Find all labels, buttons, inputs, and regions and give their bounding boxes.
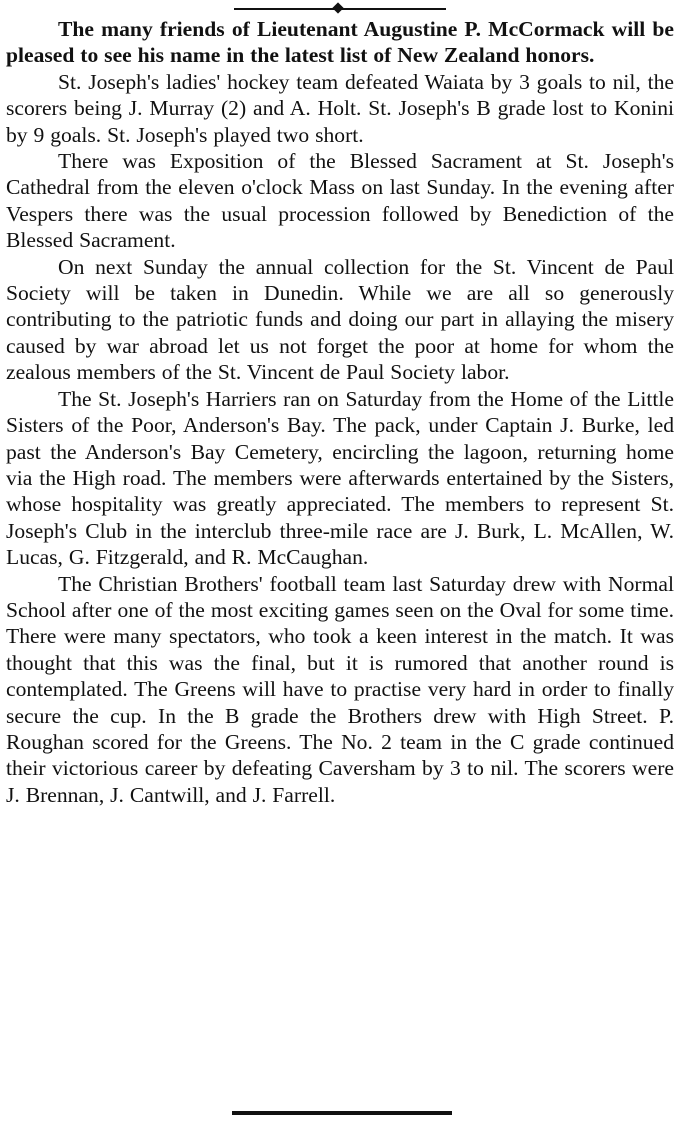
news-article xyxy=(6,16,674,808)
paragraph-hockey-results: St. Joseph's ladies' hockey team defeated Waiata by 3 goals to nil, the scorers being J. Murray (2) and A. Holt. St. Joseph's B grade lost to Konini by 9 goals. St. Joseph's played two short. xyxy=(6,69,674,147)
paragraph-brothers-football: The Christian Brothers' football team last Saturday drew with Normal School after one of the most exciting games seen on the Oval for some time. There were many spectators, who took a keen interest in the match. It was thought that this was the final, but it is rumored that another round is contemplated. The Greens will have to practise very hard in order to finally secure the cup. In the B grade the Brothers drew with High Street. P. Roughan scored for the Greens. The No. 2 team in the C grade continued their victorious career by defeating Caversham by 3 to nil. The scorers were J. Brennan, J. Cantwill, and J. Farrell. xyxy=(6,571,674,807)
top-ornament-rule xyxy=(234,4,446,14)
paragraph-st-vincent-collection: On next Sunday the annual collection for the St. Vincent de Paul Society will be taken in Dunedin. While we are all so generously contributing to the patriotic funds and doing our part in allaying the misery caused by war abroad let us not forget the poor at home for whom the zealous members of the St. Vincent de Paul Society labor. xyxy=(6,254,674,385)
paragraph-harriers-run: The St. Joseph's Harriers ran on Saturday from the Home of the Little Sisters of the Poor, Anderson's Bay. The pack, under Captain J. Burke, led past the Anderson's Bay Cemetery, encircling the lagoon, returning home via the High road. The members were afterwards entertained by the Sisters, whose hospitality was greatly appreciated. The members to represent St. Joseph's Club in the interclub three-mile race are J. Burk, L. McAllen, W. Lucas, G. Fitzgerald, and R. McCaughan. xyxy=(6,386,674,570)
diamond-ornament-icon xyxy=(332,2,343,13)
paragraph-mccormack-honors: The many friends of Lieutenant Augustine P. McCormack will be pleased to see his name in the latest list of New Zealand honors. xyxy=(6,17,674,68)
bottom-rule xyxy=(232,1111,452,1115)
paragraph-exposition-blessed-sacrament: There was Exposition of the Blessed Sacrament at St. Joseph's Cathedral from the eleven o'clock Mass on last Sunday. In the evening after Vespers there was the usual procession followed by Benediction of the Blessed Sacrament. xyxy=(6,149,674,253)
